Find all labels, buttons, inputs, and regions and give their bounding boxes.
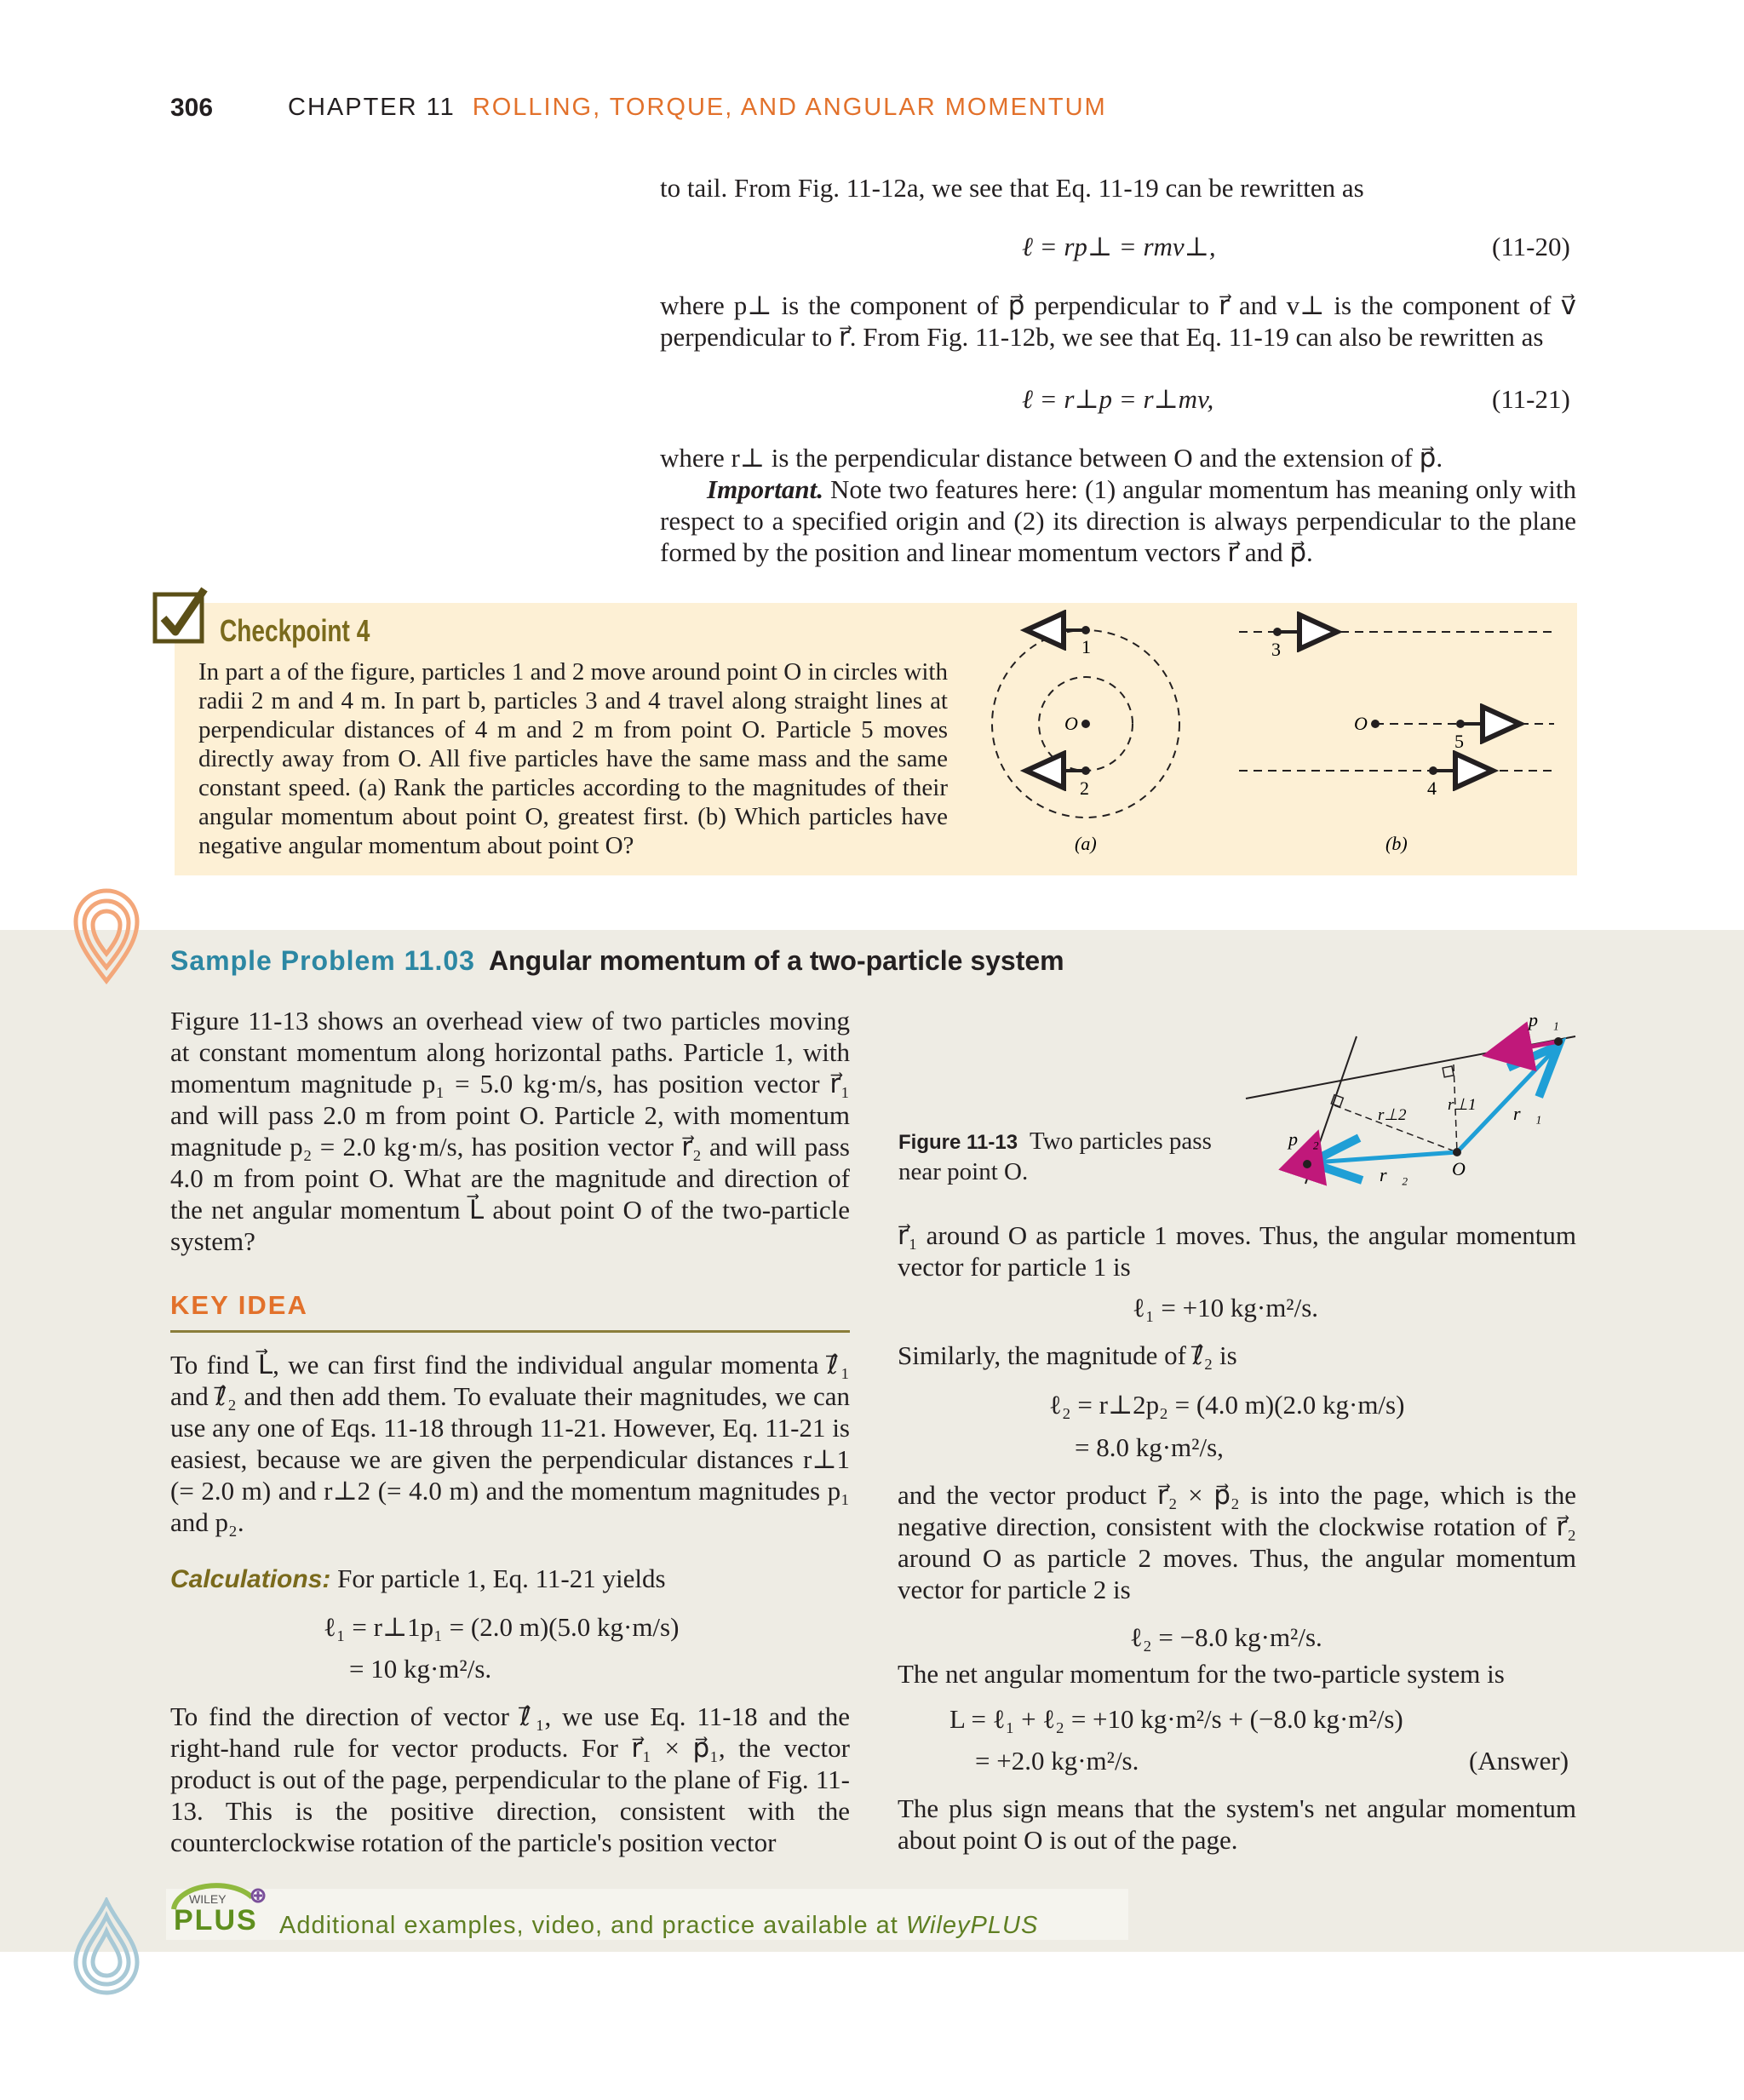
checkmark-icon	[152, 586, 213, 647]
equation-l1-result: ℓ₁ = +10 kg·m²/s.	[1133, 1293, 1319, 1323]
caption-a: (a)	[1075, 833, 1097, 854]
caption-b: (b)	[1385, 833, 1408, 854]
intro-line: to tail. From Fig. 11-12a, we see that Eq. 11-19 can be rewritten as	[660, 173, 1364, 203]
problem-statement: Figure 11-13 shows an overhead view of two particles moving at constant momentum along horizontal paths. Particle 1, with momentum magnitude p₁ = 5.0 kg·m/s, has position vector r⃗₁ and will pass 2.0 m from point O. Particle 2, with momentum magnitude p₂ = 2.0 kg·m/s, has position vector r⃗₂ and will pass 4.0 m from point O. What are the magnitude and direction of the net angular momentum L⃗ about point O of the two-particle system?	[170, 1006, 850, 1256]
particle-2-dot	[1303, 1160, 1311, 1168]
equation-L-step2: = +2.0 kg·m²/s.	[975, 1746, 1139, 1776]
key-idea-heading: KEY IDEA	[170, 1290, 308, 1320]
sample-problem-label: Sample Problem 11.03	[170, 945, 475, 976]
final-paragraph: The plus sign means that the system's net angular momentum about point O is out of the page.	[898, 1793, 1576, 1855]
key-idea-rule	[170, 1330, 850, 1333]
particle-5	[1456, 720, 1465, 728]
point-O-b	[1371, 720, 1380, 728]
figure-caption-text: Two particles pass near point O.	[898, 1127, 1212, 1185]
wileyplus-text	[279, 1912, 1038, 1940]
equation-l1-step1: ℓ₁ = r⊥1p₁ = (2.0 m)(5.0 kg·m/s)	[324, 1612, 680, 1642]
equation-l2-step1: ℓ₂ = r⊥2p₂ = (4.0 m)(2.0 kg·m/s)	[1049, 1390, 1405, 1420]
wileyplus-logo	[170, 1880, 268, 1940]
label-2: 2	[1080, 777, 1089, 799]
chapter-label: CHAPTER 11	[288, 94, 456, 121]
page-number: 306	[170, 94, 214, 122]
wileyplus-text-main: Additional examples, video, and practice available at	[279, 1912, 906, 1939]
checkpoint-title: Checkpoint 4	[220, 613, 370, 648]
footer-drop-icon	[72, 1897, 141, 1998]
net-text: The net angular momentum for the two-particle system is	[898, 1659, 1505, 1689]
particle-1	[1081, 626, 1090, 634]
intro-paragraph-3: where r⊥ is the perpendicular distance between O and the extension of p⃗.	[660, 443, 1443, 473]
particle-4	[1429, 766, 1437, 775]
label-O-fig: O	[1452, 1158, 1466, 1179]
calculations-intro	[170, 1563, 850, 1595]
direction-paragraph: To find the direction of vector ℓ⃗₁, we use Eq. 11-18 and the right-hand rule for vector products. For r⃗₁ × p⃗₁, the vector product is out of the page, perpendicular to the plane of Fig. 11-13. This is the positive direction, consistent with the counterclockwise rotation of the particle's position vector	[170, 1701, 850, 1857]
right-paragraph-2: and the vector product r⃗₂ × p⃗₂ is into the page, which is the negative direction, consistent with the clockwise rotation of r⃗₂ around O as particle 2 moves. Thus, the angular momentum vector for particle 2 is	[898, 1480, 1576, 1604]
sample-problem-heading	[170, 945, 1064, 977]
running-header	[288, 94, 1107, 122]
equation-l1-step2: = 10 kg·m²/s.	[349, 1654, 492, 1684]
figure-11-13	[1239, 1001, 1580, 1196]
answer-label: (Answer)	[1469, 1746, 1569, 1776]
checkpoint-text: In part a of the figure, particles 1 and 2 move around point O in circles with radii 2 m and 4 m. In part b, particles 3 and 4 travel along straight lines at perpendicular distances of 4 m and 2 m from point O. Particle 5 moves directly away from O. All five particles have the same mass and the same constant speed. (a) Rank the particles according to the magnitudes of their angular momentum about point O, greatest first. (b) Which particles have negative angular momentum about point O?	[198, 658, 948, 859]
label-1: 1	[1081, 636, 1091, 657]
equation-number-11-20: (11-20)	[1492, 232, 1570, 261]
checkpoint-figure-a	[979, 609, 1201, 864]
label-r-perp-2: r⊥2	[1378, 1106, 1407, 1124]
p1-vector	[1486, 1041, 1558, 1055]
logo-wiley: WILEY	[189, 1892, 227, 1906]
label-p2: p⃗₂	[1288, 1128, 1319, 1150]
label-O: O	[1064, 713, 1078, 734]
label-4: 4	[1427, 777, 1437, 799]
equation-11-21: ℓ = r⊥p = r⊥mv,	[1022, 384, 1214, 414]
particle-3	[1273, 628, 1282, 636]
sample-problem-drop-icon	[72, 886, 141, 986]
r2-vector	[1314, 1152, 1457, 1162]
point-O-dot	[1453, 1148, 1461, 1156]
similarly-text: Similarly, the magnitude of ℓ⃗₂ is	[898, 1340, 1237, 1370]
point-O	[1081, 720, 1090, 728]
equation-l2-result: ℓ₂ = −8.0 kg·m²/s.	[1130, 1622, 1322, 1652]
label-r1: r⃗₁	[1513, 1103, 1542, 1124]
key-idea-text: To find L⃗, we can first find the individual angular momenta ℓ⃗₁ and ℓ⃗₂ and then add them. To evaluate their magnitudes, we can use any one of Eqs. 11-18 through 11-21. However, Eq. 11-21 is easiest, because we are given the perpendicular distances r⊥1 (= 2.0 m) and r⊥2 (= 4.0 m) and the momentum magnitudes p₁ and p₂.	[170, 1350, 850, 1537]
equation-L-step1: L = ℓ₁ + ℓ₂ = +10 kg·m²/s + (−8.0 kg·m²/s)	[949, 1704, 1403, 1734]
particle-1-dot	[1554, 1037, 1563, 1046]
equation-l2-step2: = 8.0 kg·m²/s,	[1075, 1432, 1224, 1462]
figure-number: Figure 11-13	[898, 1131, 1018, 1154]
label-r-perp-1: r⊥1	[1448, 1096, 1477, 1114]
label-p1: p⃗₁	[1529, 1009, 1559, 1030]
equation-number-11-21: (11-21)	[1492, 384, 1570, 414]
label-O-b: O	[1354, 713, 1368, 734]
sample-problem-title: Angular momentum of a two-particle system	[488, 945, 1064, 976]
right-paragraph-1: r⃗₁ around O as particle 1 moves. Thus, the angular momentum vector for particle 1 is	[898, 1220, 1576, 1282]
calculations-label: Calculations:	[170, 1565, 331, 1593]
calculations-text: For particle 1, Eq. 11-21 yields	[330, 1564, 666, 1593]
label-3: 3	[1271, 639, 1281, 660]
wileyplus-link[interactable]: WileyPLUS	[905, 1912, 1039, 1939]
label-5: 5	[1454, 731, 1464, 752]
logo-plus: PLUS	[174, 1904, 258, 1936]
intro-paragraph: where p⊥ is the component of p⃗ perpendicular to r⃗ and v⊥ is the component of v⃗ perpendicular to r⃗. From Fig. 11-12b, we see that Eq. 11-19 can also be rewritten as	[660, 290, 1576, 352]
equation-11-20: ℓ = rp⊥ = rmv⊥,	[1022, 232, 1216, 261]
important-text: Note two features here: (1) angular momentum has meaning only with respect to a specified origin and (2) its direction is always perpendicular to the plane formed by the position and linear momentum vectors r⃗ and p⃗.	[660, 474, 1576, 567]
important-paragraph	[660, 473, 1576, 568]
label-r2: r⃗₂	[1380, 1164, 1408, 1185]
chapter-title: ROLLING, TORQUE, AND ANGULAR MOMENTUM	[472, 94, 1107, 121]
important-label: Important.	[707, 474, 823, 504]
checkpoint-figure-b	[1239, 609, 1563, 864]
figure-11-13-caption	[898, 1127, 1222, 1187]
particle-2	[1081, 766, 1090, 775]
